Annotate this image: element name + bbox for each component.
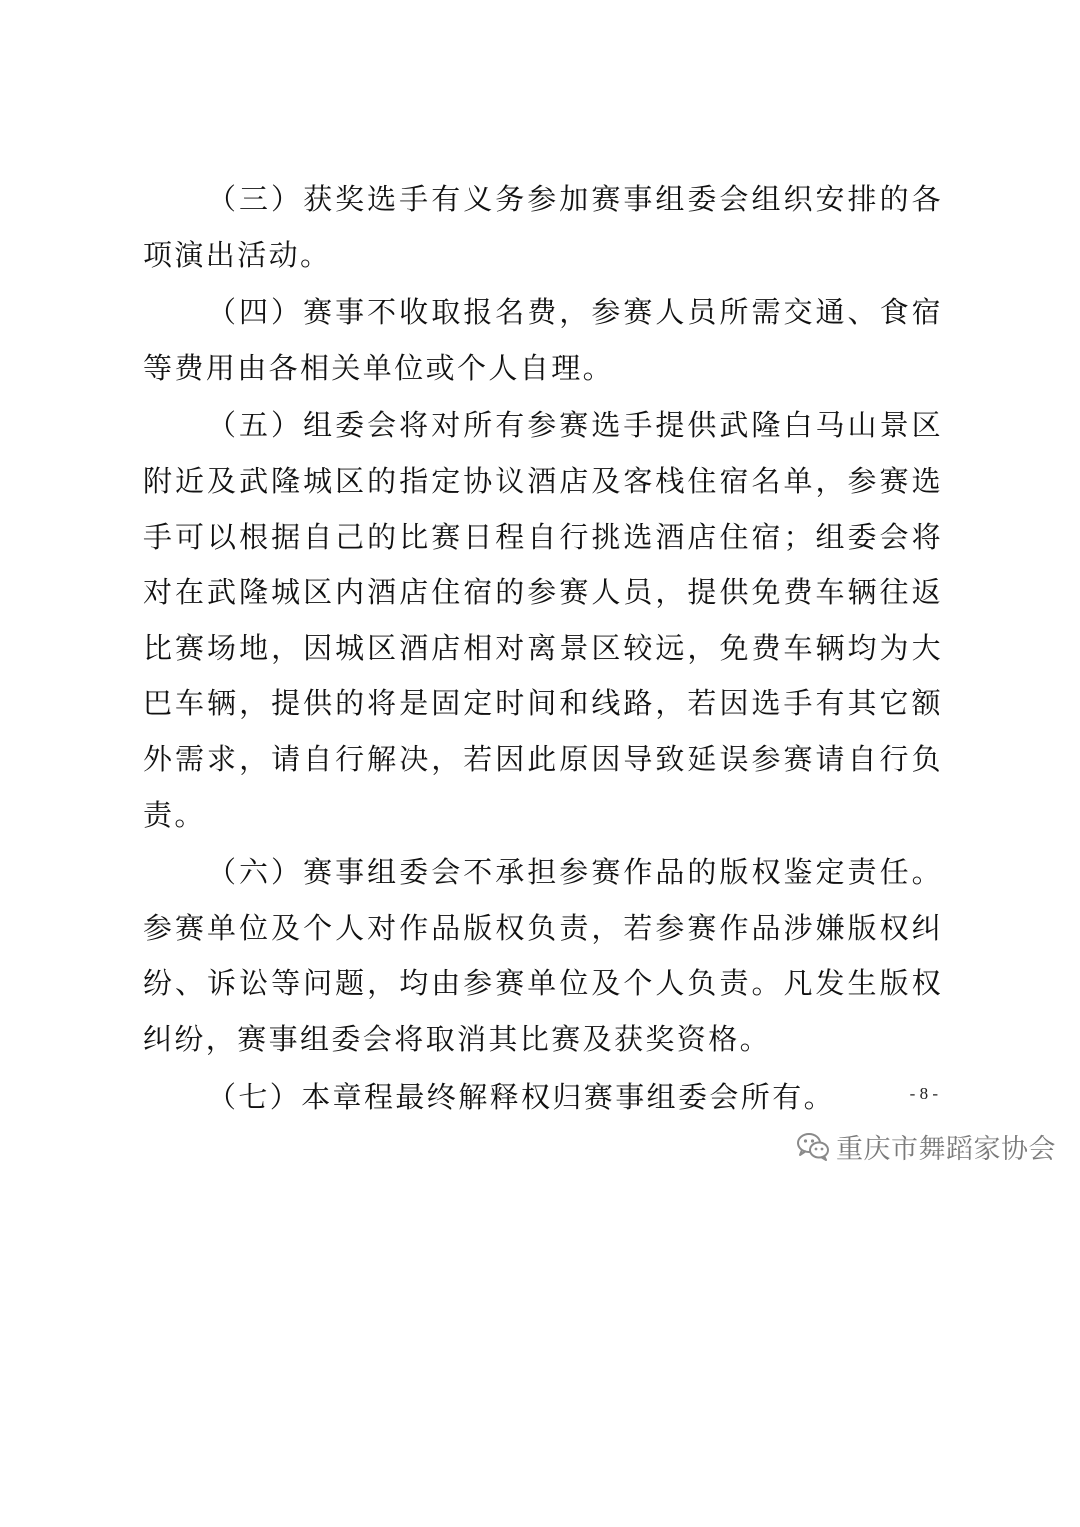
- paragraph-4-fees: （四）赛事不收取报名费，参赛人员所需交通、食宿等费用由各相关单位或个人自理。: [143, 295, 943, 385]
- paragraph-6-copyright: （六）赛事组委会不承担参赛作品的版权鉴定责任。参赛单位及个人对作品版权负责，若参赛作品涉嫌版权纠纷、诉讼等问题，均由参赛单位及个人负责。凡发生版权纠纷，赛事组委会将取消其比赛及获奖资格。: [143, 855, 943, 1056]
- wechat-icon: [796, 1131, 830, 1161]
- wechat-watermark: [796, 1124, 1056, 1168]
- page-number: - 8 -: [909, 1084, 938, 1103]
- paragraph-3-award-performances: （三）获奖选手有义务参加赛事组委会组织安排的各项演出活动。: [143, 182, 943, 272]
- paragraph-5-accommodation: （五）组委会将对所有参赛选手提供武隆白马山景区附近及武隆城区的指定协议酒店及客栈住宿名单，参赛选手可以根据自己的比赛日程自行挑选酒店住宿；组委会将对在武隆城区内酒店住宿的参赛人员，提供免费车辆往返比赛场地，因城区酒店相对离景区较远，免费车辆均为大巴车辆，提供的将是固定时间和线路，若因选手有其它额外需求，请自行解决，若因此原因导致延误参赛请自行负责。: [143, 408, 943, 832]
- watermark-text: 重庆市舞蹈家协会: [836, 1133, 1056, 1165]
- paragraph-7-interpretation: （七）本章程最终解释权归赛事组委会所有。: [207, 1079, 836, 1114]
- document-body: [143, 172, 943, 1127]
